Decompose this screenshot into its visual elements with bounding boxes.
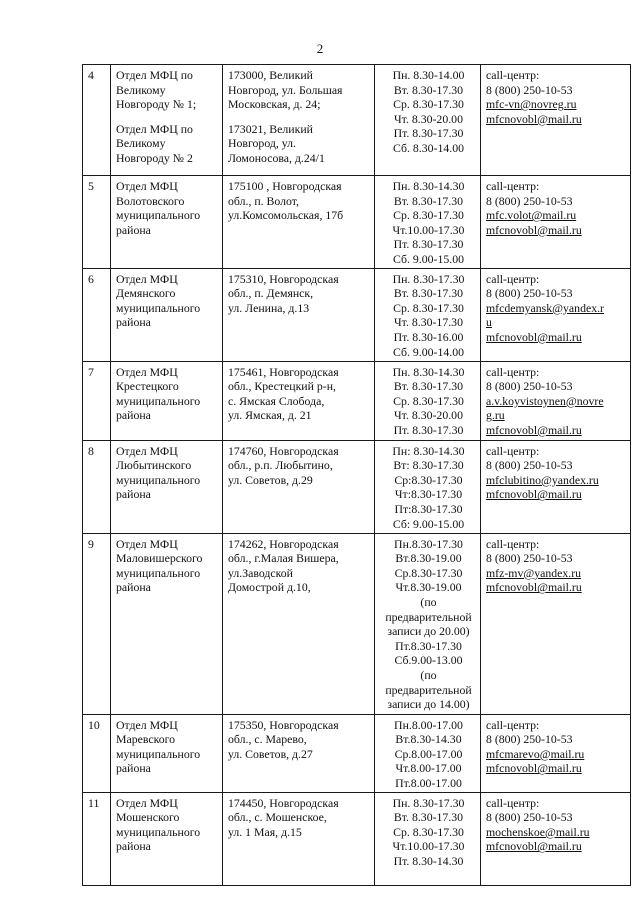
cell-line: Вт.8.30-19.00 (395, 551, 462, 566)
cell-line: 175461, Новгородская (228, 364, 339, 379)
cell-line: Новгород, ул. (228, 136, 297, 151)
cell-line: района (116, 839, 151, 854)
hours-cell (375, 792, 481, 885)
cell-line: Сб: 9.00-15.00 (392, 516, 465, 531)
cell-line: Пт. 8.30-16.00 (393, 329, 464, 344)
cell-line: 175100 , Новгородская (228, 179, 342, 193)
email-link[interactable]: mfcnovobl@mail.ru (486, 422, 582, 437)
hours-cell (375, 440, 481, 533)
cell-line: 8 (800) 250-10-53 (486, 810, 573, 825)
office-name-cell (111, 440, 223, 533)
cell-line: Отдел МФЦ (116, 271, 178, 286)
cell-line: Вт. 8.30-17.30 (393, 193, 464, 208)
cell-line: 173021, Великий (228, 121, 313, 136)
contact-cell (481, 792, 631, 885)
contact-cell (481, 268, 631, 361)
email-link[interactable]: mfcnovobl@mail.ru (486, 329, 582, 344)
cell-line: Пт:8.30-17.30 (394, 501, 463, 516)
email-link[interactable]: mfz-mv@yandex.ru (486, 565, 582, 580)
cell-line: Пн. 8.30-14.00 (392, 68, 465, 82)
cell-line: муниципального (116, 393, 201, 408)
row-number: 8 (83, 440, 111, 533)
cell-line: ул.Заводской (228, 565, 293, 580)
cell-line: Ср.8.30-17.30 (394, 565, 463, 580)
cell-line: Пн: 8.30-14.30 (392, 443, 465, 458)
cell-line: записи до 20.00) (387, 624, 470, 639)
cell-line: Чт.8.00-17.00 (395, 761, 462, 776)
cell-line: call-центр: (486, 271, 540, 286)
cell-line: ул. 1 Мая, д.15 (228, 824, 302, 839)
cell-line: call-центр: (486, 443, 540, 458)
cell-line: обл., г.Малая Вишера, (228, 551, 339, 566)
cell-line: Вт. 8.30-17.30 (393, 810, 464, 825)
row-number: 7 (83, 361, 111, 440)
cell-line: Вт: 8.30-17.30 (393, 458, 464, 473)
cell-line: Ср. 8.30-17.30 (393, 208, 464, 223)
cell-line: Отдел МФЦ (116, 717, 178, 732)
cell-line: Вт. 8.30-17.30 (393, 379, 464, 394)
cell-line: Чт.8.30-19.00 (395, 580, 462, 595)
cell-line: Любытинского (116, 458, 192, 473)
email-link[interactable]: mfcnovobl@mail.ru (486, 222, 582, 237)
email-link[interactable]: a.v.koyvistoynen@novre (486, 393, 604, 408)
email-link[interactable]: mfc.volot@mail.ru (486, 208, 577, 223)
contact-cell (481, 533, 631, 714)
table-row (83, 361, 631, 440)
cell-line: Чт. 8.30-20.00 (394, 111, 463, 126)
email-link[interactable]: mfcnovobl@mail.ru (486, 580, 582, 595)
cell-line: (по (420, 667, 437, 682)
address-cell (223, 533, 375, 714)
cell-line: Маревского (116, 732, 176, 747)
email-link[interactable]: g.ru (486, 408, 505, 423)
cell-line: Вт.8.30-14.30 (395, 732, 462, 747)
cell-line: Новгород, ул. Большая (228, 82, 343, 97)
cell-line: района (116, 761, 151, 776)
office-name-cell (111, 714, 223, 792)
cell-line: Отдел МФЦ (116, 536, 178, 551)
office-name-cell (111, 361, 223, 440)
hours-cell (375, 65, 481, 176)
table-row (83, 65, 631, 176)
hours-cell (375, 533, 481, 714)
cell-line: Ср. 8.30-17.30 (393, 300, 464, 315)
cell-line: обл., п. Волот, (228, 193, 300, 208)
contact-cell (481, 65, 631, 176)
cell-line: 8 (800) 250-10-53 (486, 551, 573, 566)
office-name-cell (111, 533, 223, 714)
cell-line: обл., Крестецкий р-н, (228, 379, 336, 394)
cell-line: Крестецкого (116, 379, 179, 394)
cell-line: муниципального (116, 208, 201, 223)
contact-cell (481, 440, 631, 533)
cell-line: Домострой д.10, (228, 580, 311, 595)
office-name-cell (111, 792, 223, 885)
cell-line: 173000, Великий (228, 68, 313, 82)
hours-cell (375, 176, 481, 269)
office-name-cell (111, 65, 223, 176)
cell-line: Демянского (116, 286, 176, 301)
cell-line: Чт. 8.30-20.00 (394, 408, 463, 423)
cell-line: Новгороду № 2 (116, 150, 193, 165)
address-cell (223, 268, 375, 361)
cell-line: предварительной (385, 682, 472, 697)
cell-line: муниципального (116, 300, 201, 315)
cell-line: Отдел МФЦ по (116, 121, 193, 136)
cell-line: Отдел МФЦ (116, 443, 178, 458)
cell-line: Чт.10.00-17.30 (392, 222, 465, 237)
cell-line: Ср. 8.30-17.30 (393, 824, 464, 839)
cell-line: 175310, Новгородская (228, 271, 339, 286)
cell-line: call-центр: (486, 795, 540, 810)
email-link[interactable]: mfcnovobl@mail.ru (486, 839, 582, 854)
contact-cell (481, 361, 631, 440)
cell-line: Пн. 8.30-14.30 (392, 364, 465, 379)
cell-line: 8 (800) 250-10-53 (486, 458, 573, 473)
cell-line: района (116, 487, 151, 502)
cell-line: Ломоносова, д.24/1 (228, 150, 325, 165)
row-number: 5 (83, 176, 111, 269)
cell-line: Сб.9.00-13.00 (394, 653, 463, 668)
cell-line: ул. Советов, д.27 (228, 746, 313, 761)
email-link[interactable]: mfcnovobl@mail.ru (486, 761, 582, 776)
cell-line: Пн. 8.30-14.30 (392, 179, 465, 193)
cell-line: Московская, д. 24; (228, 97, 321, 112)
address-cell (223, 440, 375, 533)
hours-cell (375, 714, 481, 792)
cell-line: Пт.8.00-17.00 (395, 775, 462, 790)
cell-line: Отдел МФЦ по (116, 68, 193, 82)
cell-line: Пт. 8.30-17.30 (393, 126, 464, 141)
cell-line: 8 (800) 250-10-53 (486, 732, 573, 747)
address-cell (223, 176, 375, 269)
cell-line: района (116, 580, 151, 595)
cell-line: обл., с. Марево, (228, 732, 307, 747)
cell-line: Чт:8.30-17.30 (394, 487, 463, 502)
cell-line: Ср. 8.30-17.30 (393, 393, 464, 408)
cell-line: Чт. 8.30-17.30 (394, 315, 463, 330)
address-cell (223, 792, 375, 885)
cell-line: Пн.8.30-17.30 (394, 536, 463, 551)
cell-line: Пт.8.30-17.30 (395, 638, 462, 653)
email-link[interactable]: mochenskoe@mail.ru (486, 824, 590, 839)
cell-line: района (116, 222, 151, 237)
hours-cell (375, 268, 481, 361)
table-row (83, 440, 631, 533)
cell-line: Чт.10.00-17.30 (392, 839, 465, 854)
row-number: 4 (83, 65, 111, 176)
cell-line: Пт. 8.30-17.30 (393, 422, 464, 437)
line-gap (228, 112, 371, 122)
cell-line: ул.Комсомольская, 17б (228, 208, 344, 223)
cell-line: call-центр: (486, 364, 540, 379)
cell-line: Великому (116, 136, 166, 151)
email-link[interactable]: u (486, 315, 492, 330)
cell-line: Пн. 8.30-17.30 (392, 271, 465, 286)
cell-line: Ср. 8.30-17.30 (393, 97, 464, 112)
cell-line: Отдел МФЦ (116, 795, 178, 810)
address-cell (223, 714, 375, 792)
cell-line: обл., с. Мошенское, (228, 810, 327, 825)
email-link[interactable]: mfcdemyansk@yandex.r (486, 300, 604, 315)
cell-line: Вт. 8.30-17.30 (393, 286, 464, 301)
email-link[interactable]: mfcnovobl@mail.ru (486, 111, 582, 126)
cell-line: Пт. 8.30-17.30 (393, 237, 464, 252)
cell-line: Ср:8.30-17.30 (394, 472, 463, 487)
cell-line: муниципального (116, 565, 201, 580)
cell-line: ул. Ленина, д.13 (228, 300, 310, 315)
cell-line: Маловишерского (116, 551, 203, 566)
cell-line: Волотовского (116, 193, 185, 208)
row-number: 11 (83, 792, 111, 885)
row-number: 6 (83, 268, 111, 361)
table-row (83, 268, 631, 361)
table-row (83, 176, 631, 269)
table-row (83, 533, 631, 714)
email-link[interactable]: mfcmarevo@mail.ru (486, 746, 585, 761)
cell-line: Мошенского (116, 810, 180, 825)
email-link[interactable]: mfclubitino@yandex.ru (486, 472, 599, 487)
email-link[interactable]: mfcnovobl@mail.ru (486, 487, 582, 502)
office-name-cell (111, 268, 223, 361)
cell-line: 174450, Новгородская (228, 795, 339, 810)
cell-line: 174262, Новгородская (228, 536, 339, 551)
cell-line: района (116, 315, 151, 330)
cell-line: ул. Ямская, д. 21 (228, 408, 312, 423)
contact-cell (481, 176, 631, 269)
cell-line: Великому (116, 82, 166, 97)
cell-line: call-центр: (486, 179, 540, 193)
address-cell (223, 65, 375, 176)
cell-line: Вт. 8.30-17.30 (393, 82, 464, 97)
cell-line: записи до 14.00) (387, 697, 470, 712)
cell-line: 174760, Новгородская (228, 443, 339, 458)
table-row (83, 714, 631, 792)
cell-line: 8 (800) 250-10-53 (486, 82, 573, 97)
cell-line: 175350, Новгородская (228, 717, 339, 732)
cell-line: муниципального (116, 824, 201, 839)
contact-cell (481, 714, 631, 792)
cell-line: call-центр: (486, 536, 540, 551)
hours-cell (375, 361, 481, 440)
cell-line: обл., п. Демянск, (228, 286, 314, 301)
cell-line: ул. Советов, д.29 (228, 472, 313, 487)
cell-line: (по (420, 594, 437, 609)
cell-line: Сб. 8.30-14.00 (392, 140, 465, 155)
line-gap (116, 112, 219, 122)
cell-line: Отдел МФЦ (116, 179, 178, 193)
cell-line: Ср.8.00-17.00 (394, 746, 463, 761)
cell-line: call-центр: (486, 717, 540, 732)
email-link[interactable]: mfc-vn@novreg.ru (486, 97, 577, 112)
cell-line: 8 (800) 250-10-53 (486, 286, 573, 301)
table-row (83, 792, 631, 885)
cell-line: Пн.8.00-17.00 (394, 717, 463, 732)
cell-line: Сб. 9.00-14.00 (392, 344, 465, 359)
cell-line: Отдел МФЦ (116, 364, 178, 379)
cell-line: муниципального (116, 746, 201, 761)
cell-line: района (116, 408, 151, 423)
cell-line: Сб. 9.00-15.00 (392, 251, 465, 266)
page-number: 2 (316, 41, 324, 56)
cell-line: предварительной (385, 609, 472, 624)
cell-line: Пн. 8.30-17.30 (392, 795, 465, 810)
cell-line: Новгороду № 1; (116, 97, 197, 112)
table-body (83, 65, 631, 886)
cell-line: с. Ямская Слобода, (228, 393, 325, 408)
cell-line: call-центр: (486, 68, 540, 82)
cell-line: обл., р.п. Любытино, (228, 458, 333, 473)
cell-line: 8 (800) 250-10-53 (486, 379, 573, 394)
cell-line: муниципального (116, 472, 201, 487)
row-number: 9 (83, 533, 111, 714)
cell-line: 8 (800) 250-10-53 (486, 193, 573, 208)
cell-line: Пт. 8.30-14.30 (393, 853, 464, 868)
address-cell (223, 361, 375, 440)
office-name-cell (111, 176, 223, 269)
row-number: 10 (83, 714, 111, 792)
mfc-offices-table (82, 64, 631, 886)
